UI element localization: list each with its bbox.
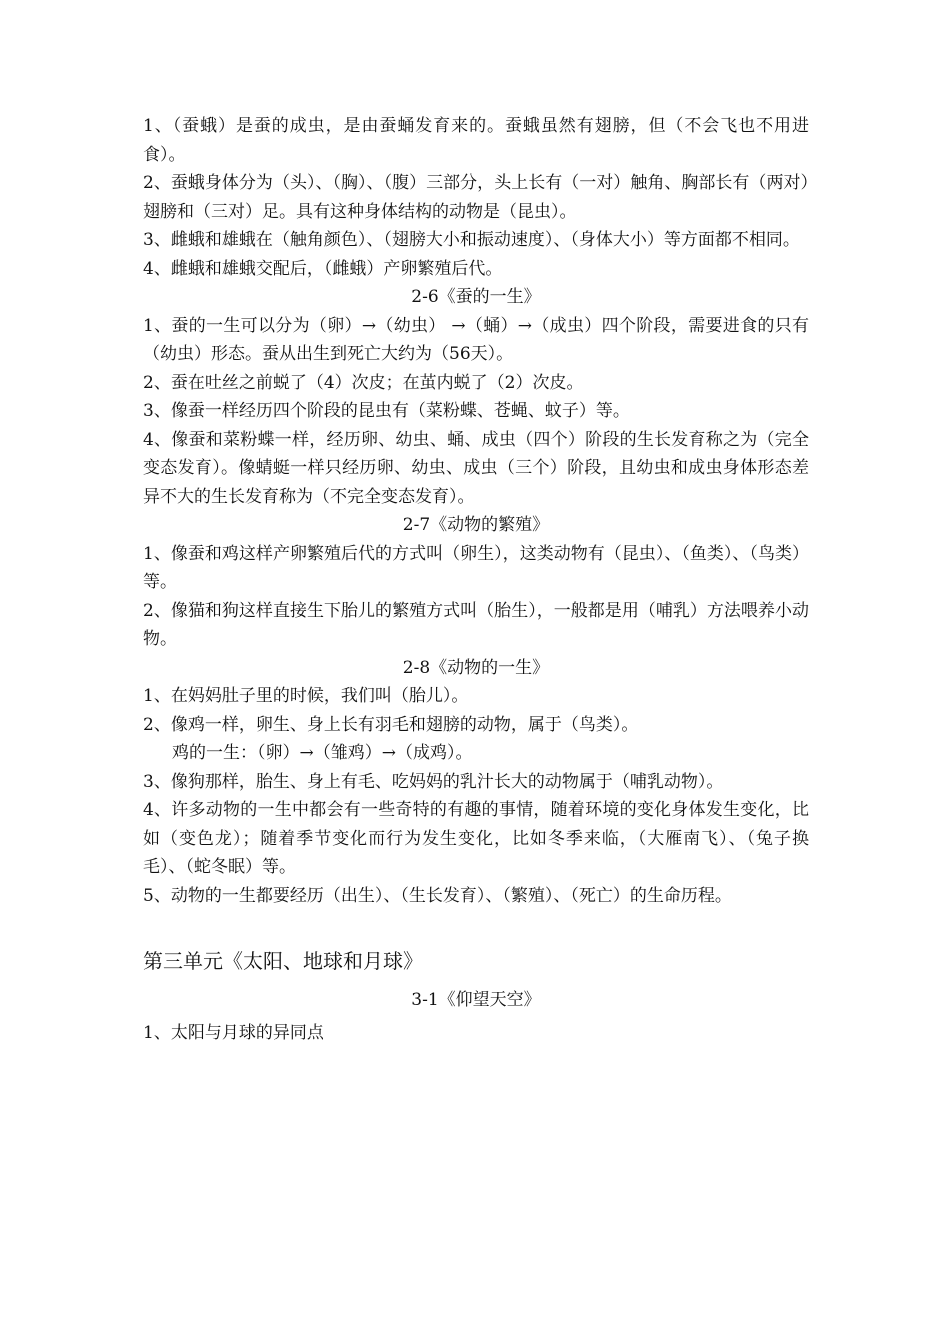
section-heading-2-8: 2-8《动物的一生》 (402, 657, 550, 678)
paragraph-life-course: 5、动物的一生都要经历（出生）、（生长发育）、（繁殖）、（死亡）的生命历程。 (143, 885, 732, 906)
unit-heading-3: 第三单元《太阳、地球和月球》 (143, 949, 423, 973)
section-heading-3-1: 3-1《仰望天空》 (411, 990, 541, 1010)
paragraph-interesting-changes: 4、许多动物的一生中都会有一些奇特的有趣的事情，随着环境的变化身体发生变化，比如（变色龙）；随着季节变化而行为发生变化，比如冬季来临，（大雁南飞）、（兔子换毛）、（蛇冬眠）等。 (143, 800, 809, 877)
paragraph-chicken-life: 鸡的一生：（卵）→（雏鸡）→（成鸡）。 (172, 743, 473, 763)
paragraph-birds: 2、像鸡一样，卵生、身上长有羽毛和翅膀的动物，属于（鸟类）。 (143, 714, 639, 735)
paragraph-silkworm-molting: 2、蚕在吐丝之前蜕了（4）次皮；在茧内蜕了（2）次皮。 (143, 372, 584, 393)
paragraph-male-female-moth: 3、雌蛾和雄蛾在（触角颜色）、（翅膀大小和振动速度）、（身体大小）等方面都不相同。 (143, 230, 800, 250)
paragraph-sun-moon: 1、太阳与月球的异同点 (143, 1022, 324, 1043)
paragraph-oviparous: 1、像蚕和鸡这样产卵繁殖后代的方式叫（卵生），这类动物有（昆虫）、（鱼类）、（鸟类）等。 (143, 543, 809, 592)
paragraph-four-stage-insects: 3、像蚕一样经历四个阶段的昆虫有（菜粉蝶、苍蝇、蚊子）等。 (143, 401, 630, 421)
paragraph-fetus: 1、在妈妈肚子里的时候，我们叫（胎儿）。 (143, 686, 469, 706)
paragraph-silkmoth-adult: 1、（蚕蛾）是蚕的成虫，是由蚕蛹发育来的。蚕蛾虽然有翅膀，但（不会飞也不用进食）。 (143, 116, 809, 165)
document-page (143, 112, 809, 1047)
paragraph-mammals: 3、像狗那样，胎生、身上有毛、吃妈妈的乳汁长大的动物属于（哺乳动物）。 (143, 771, 724, 792)
paragraph-metamorphosis: 4、像蚕和菜粉蝶一样，经历卵、幼虫、蛹、成虫（四个）阶段的生长发育称之为（完全变态发育）。像蜻蜓一样只经历卵、幼虫、成虫（三个）阶段，且幼虫和成虫身体形态差异不大的生长发育称为（不完全变态发育）。 (143, 429, 809, 507)
paragraph-moth-mating: 4、雌蛾和雄蛾交配后，（雌蛾）产卵繁殖后代。 (143, 258, 503, 279)
paragraph-viviparous: 2、像猫和狗这样直接生下胎儿的繁殖方式叫（胎生），一般都是用（哺乳）方法喂养小动物。 (143, 600, 809, 649)
section-heading-2-7: 2-7《动物的繁殖》 (402, 515, 550, 535)
section-heading-2-6: 2-6《蚕的一生》 (411, 287, 541, 307)
paragraph-silkmoth-body: 2、蚕蛾身体分为（头）、（胸）、（腹）三部分，头上长有（一对）触角、胸部长有（两对）翅膀和（三对）足。具有这种身体结构的动物是（昆虫）。 (143, 173, 809, 222)
paragraph-silkworm-stages: 1、蚕的一生可以分为（卵）→（幼虫） →（蛹）→（成虫）四个阶段，需要进食的只有（幼虫）形态。蚕从出生到死亡大约为（56天）。 (143, 315, 809, 364)
